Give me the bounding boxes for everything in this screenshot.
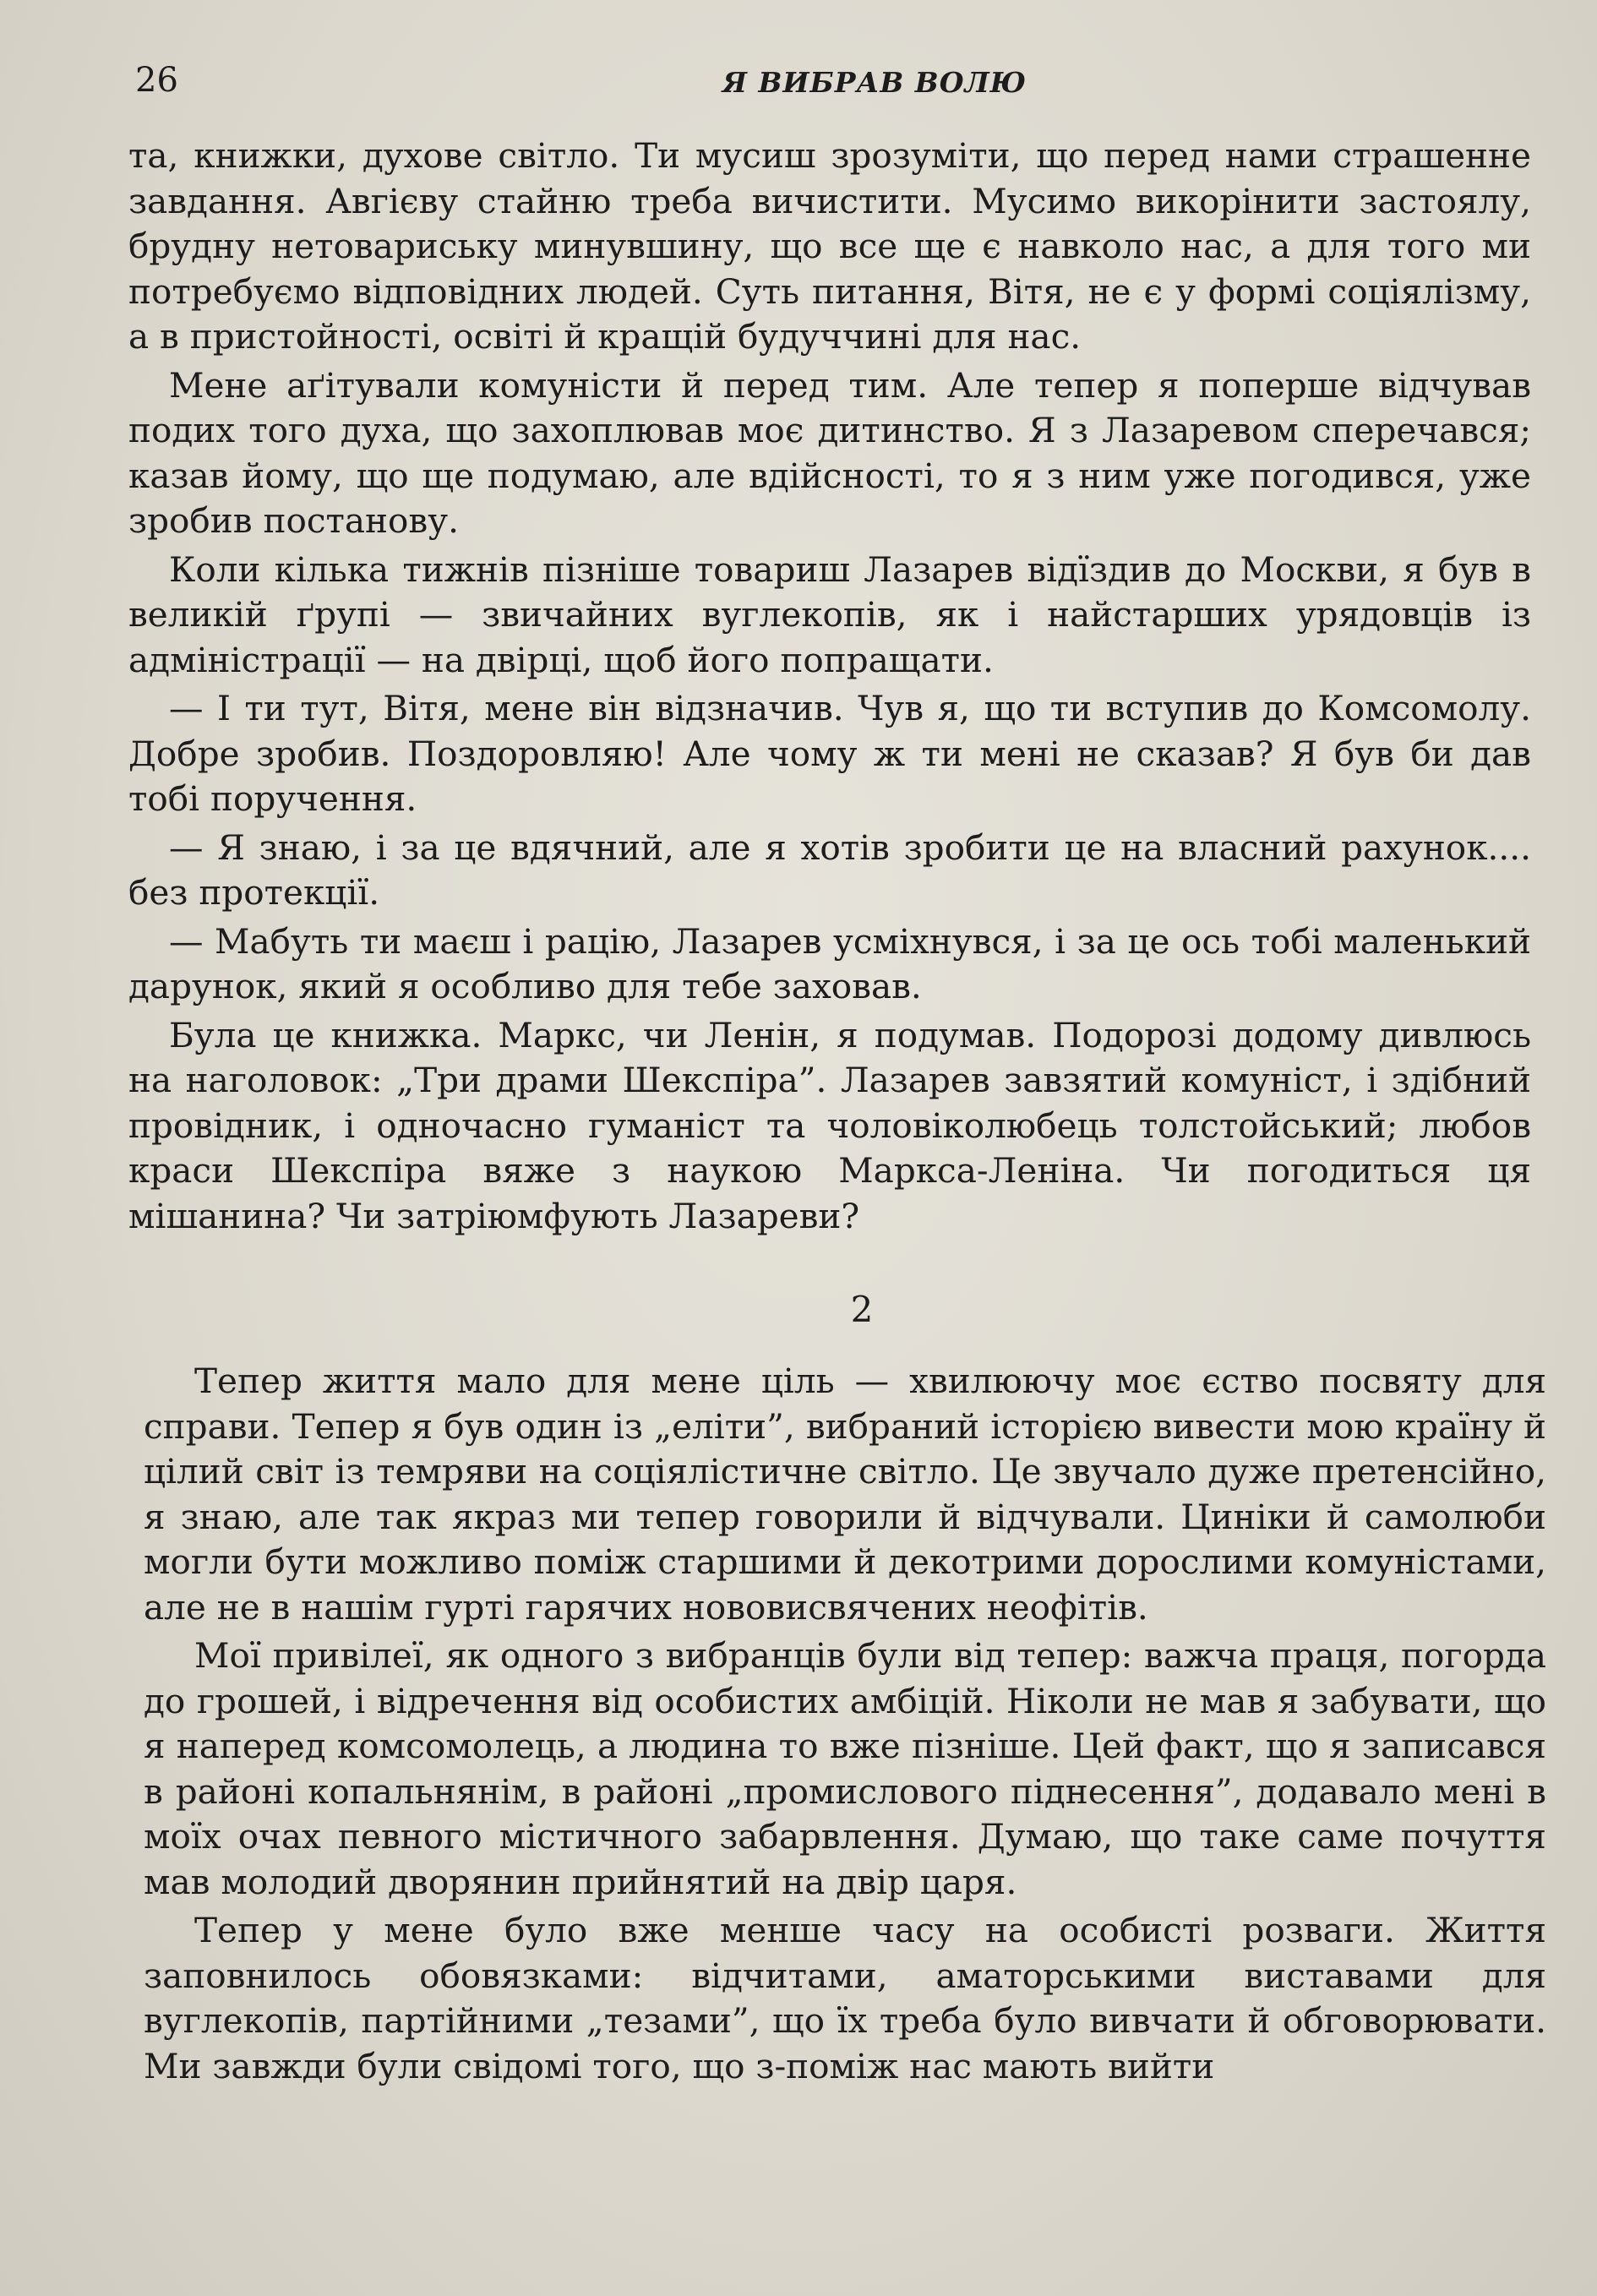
paragraph: Була це книжка. Маркс, чи Ленін, я подумав. Подорозі додому дивлюсь на наголовок: „Три драми Шекспіра”. Лазарев завзятий комуніст, і здібний провідник, і одночасно гуманіст та чоловіколюбець толстойський; любов краси Шекспіра вяже з наукою Маркса-Леніна. Чи погодиться ця мішанина? Чи затріюмфують Лазареви? [128,1014,1531,1236]
paragraph: — Мабуть ти маєш і рацію, Лазарев усміхнувся, і за це ось тобі маленький дарунок, який я особливо для тебе заховав. [128,920,1531,1006]
text-block-1 [128,134,1531,1242]
paragraph: Коли кілька тижнів пізніше товариш Лазарев відїздив до Москви, я був в великій ґрупі — звичайних вуглекопів, як і найстарших урядовців із адміністрації — на двірці, щоб його попращати. [128,548,1531,680]
text-block-2 [144,1359,1546,2092]
paragraph: Мої привілеї, як одного з вибранців були від тепер: важча праця, погорда до грошей, і відречення від особистих амбіцій. Ніколи не мав я забувати, що я наперед комсомолець, а людина то вже пізніше. Цей факт, що я записався в районі копальнянім, в районі „промислового піднесення”, додавало мені в моїх очах певного містичного забарвлення. Думаю, що таке саме почуття мав молодий дворянин прийнятий на двір царя. [144,1635,1546,1902]
page-number: 26 [135,61,178,100]
paragraph: — І ти тут, Вітя, мене він відзначив. Чув я, що ти вступив до Комсомолу. Добре зробив. Поздоровляю! Але чому ж ти мені не сказав? Я був би дав тобі поручення. [128,688,1531,819]
section-number: 2 [850,1289,874,1330]
paragraph: — Я знаю, і за це вдячний, але я хотів зробити це на власний рахунок.... без протекції. [128,826,1531,913]
running-title: Я ВИБРАВ ВОЛЮ [722,66,1027,99]
paragraph: Тепер життя мало для мене ціль — хвилюючу моє єство посвяту для справи. Тепер я був один із „еліти”, вибраний історією вивести мою країну й цілий світ із темряви на соціялістичне світло. Це звучало дуже претенсійно, я знаю, але так якраз ми тепер говорили й відчували. Циніки й самолюби могли бути можливо поміж старшими й декотрими дорослими комуністами, але не в нашім гурті гарячих нововисвячених неофітів. [144,1361,1546,1628]
paragraph: та, книжки, духове світло. Ти мусиш зрозуміти, що перед нами страшенне завдання. Авгієву стайню треба вичистити. Мусимо викорінити застоялу, брудну нетовариську минувшину, що все ще є навколо нас, а для того ми потребуємо відповідних людей. Суть питання, Вітя, не є у формі соціялізму, а в пристойності, освіті й кращій будуччині для нас. [128,135,1531,357]
paragraph: Мене аґітували комуністи й перед тим. Але тепер я поперше відчував подих того духа, що захоплював моє дитинство. Я з Лазаревом сперечався; казав йому, що ще подумаю, але вдійсності, то я з ним уже погодився, уже зробив постанову. [128,364,1531,541]
paragraph: Тепер у мене було вже менше часу на особисті розваги. Життя заповнилось обовязками: відчитами, аматорськими виставами для вуглекопів, партійними „тезами”, що їх треба було вивчати й обговорювати. Ми завжди були свідомі того, що з-поміж нас мають вийти [144,1910,1546,2086]
page-header [135,61,1529,103]
